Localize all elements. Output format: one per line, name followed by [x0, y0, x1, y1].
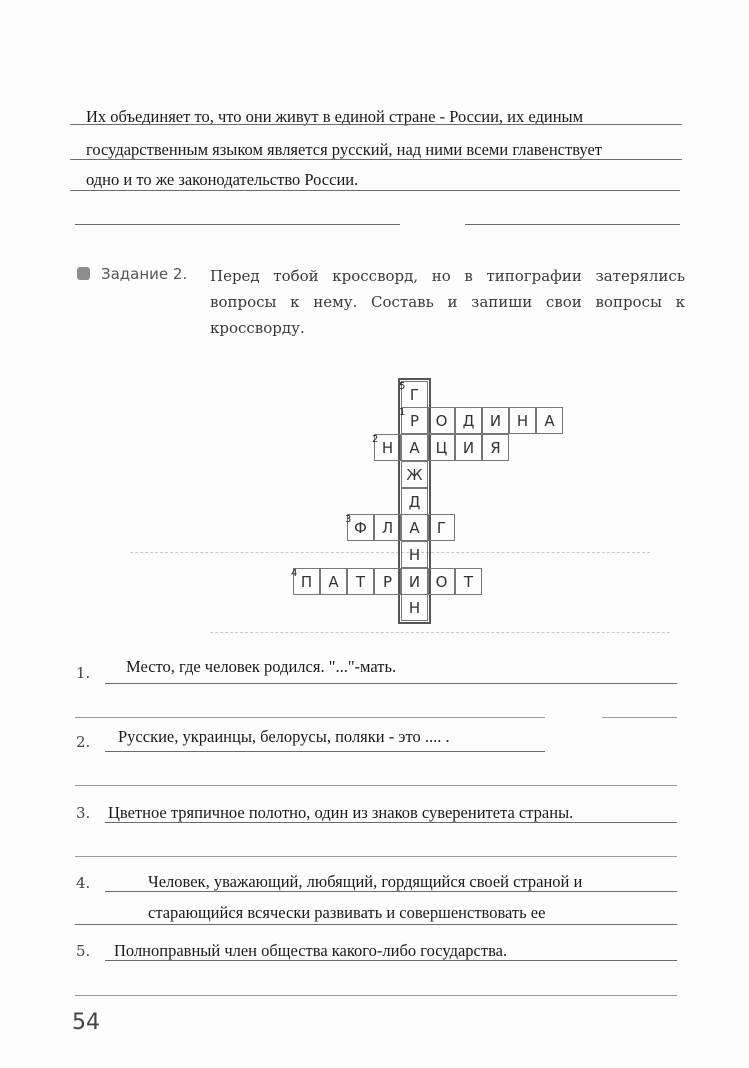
cw-v-cell: Р [401, 407, 428, 434]
cw-a1-cell: А [536, 407, 563, 434]
cw-a4-cell: П [293, 568, 320, 595]
task-text: Перед тобой кроссворд, но в типографии затерялись вопросы к нему. Составь и запиши свои вопросы к кроссворду. [210, 267, 685, 337]
question-rule [105, 751, 545, 752]
cw-a3-cell: Л [374, 514, 401, 541]
cw-a3-cell: Ф [347, 514, 374, 541]
cw-v-cell: А [401, 434, 428, 461]
cw-number-1: 1 [399, 407, 406, 418]
cw-a4-cell: А [320, 568, 347, 595]
cw-a2-cell: Н [374, 434, 401, 461]
task-bullet-icon [77, 267, 90, 280]
question-number: 3. [76, 804, 91, 822]
cw-v-cell: Д [401, 488, 428, 515]
cw-a4-cell: Р [374, 568, 401, 595]
question-rule [105, 891, 677, 892]
answer-rule-5 [465, 224, 680, 225]
print-ghost-line [210, 632, 670, 633]
question-rule [105, 683, 677, 684]
question-rule [602, 717, 677, 718]
answer-rule-2 [70, 159, 682, 160]
cw-a2-cell: Ц [428, 434, 455, 461]
cw-v-cell: Ж [401, 461, 428, 488]
cw-a2-cell: Я [482, 434, 509, 461]
question-1-text: Место, где человек родился. "..."-мать. [126, 657, 397, 676]
answer-rule-4 [75, 224, 400, 225]
cw-number-3: 3 [345, 514, 352, 525]
answer-rule-1 [70, 124, 682, 125]
question-rule [105, 960, 677, 961]
question-number: 4. [76, 874, 91, 892]
cw-a1-cell: Н [509, 407, 536, 434]
question-number: 5. [76, 942, 91, 960]
question-5-text: Полноправный член общества какого-либо государства. [114, 941, 508, 960]
answer-line-1: Их объединяет то, что они живут в единой стране - России, их единым [86, 107, 584, 126]
question-4-text: Человек, уважающий, любящий, гордящийся своей страной и [148, 872, 583, 891]
cw-v-cell: Г [401, 381, 428, 408]
print-ghost-line [130, 552, 650, 553]
question-rule [75, 924, 677, 925]
question-4-text-cont: старающийся всячески развивать и совершенствовать ее [148, 903, 546, 922]
cw-a4-cell: Т [347, 568, 374, 595]
question-rule [75, 995, 677, 996]
question-2-text: Русские, украинцы, белорусы, поляки - это .... . [118, 727, 450, 746]
cw-number-2: 2 [372, 434, 379, 445]
answer-line-3: одно и то же законодательство России. [86, 170, 359, 189]
cw-number-4: 4 [291, 568, 298, 579]
answer-line-2: государственным языком является русский, над ними всеми главенствует [86, 140, 602, 159]
question-3-text: Цветное тряпичное полотно, один из знаков суверенитета страны. [108, 803, 574, 822]
cw-a1-cell: И [482, 407, 509, 434]
cw-a1-cell: Д [455, 407, 482, 434]
question-rule [75, 856, 677, 857]
question-number: 1. [76, 664, 91, 682]
page-number: 54 [72, 1010, 100, 1035]
question-rule [75, 785, 677, 786]
answer-rule-3 [70, 190, 680, 191]
cw-a3-cell: Г [428, 514, 455, 541]
cw-a1-cell: О [428, 407, 455, 434]
question-number: 2. [76, 733, 91, 751]
cw-v-cell: А [401, 514, 428, 541]
cw-v-cell: И [401, 568, 428, 595]
cw-number-5: 5 [399, 381, 406, 392]
cw-v-cell: Н [401, 594, 428, 621]
question-rule [105, 822, 677, 823]
question-rule [75, 717, 545, 718]
cw-a2-cell: И [455, 434, 482, 461]
task-label: Задание 2. [101, 265, 188, 283]
cw-a4-cell: О [428, 568, 455, 595]
cw-a4-cell: Т [455, 568, 482, 595]
cw-v-cell: Н [401, 541, 428, 568]
